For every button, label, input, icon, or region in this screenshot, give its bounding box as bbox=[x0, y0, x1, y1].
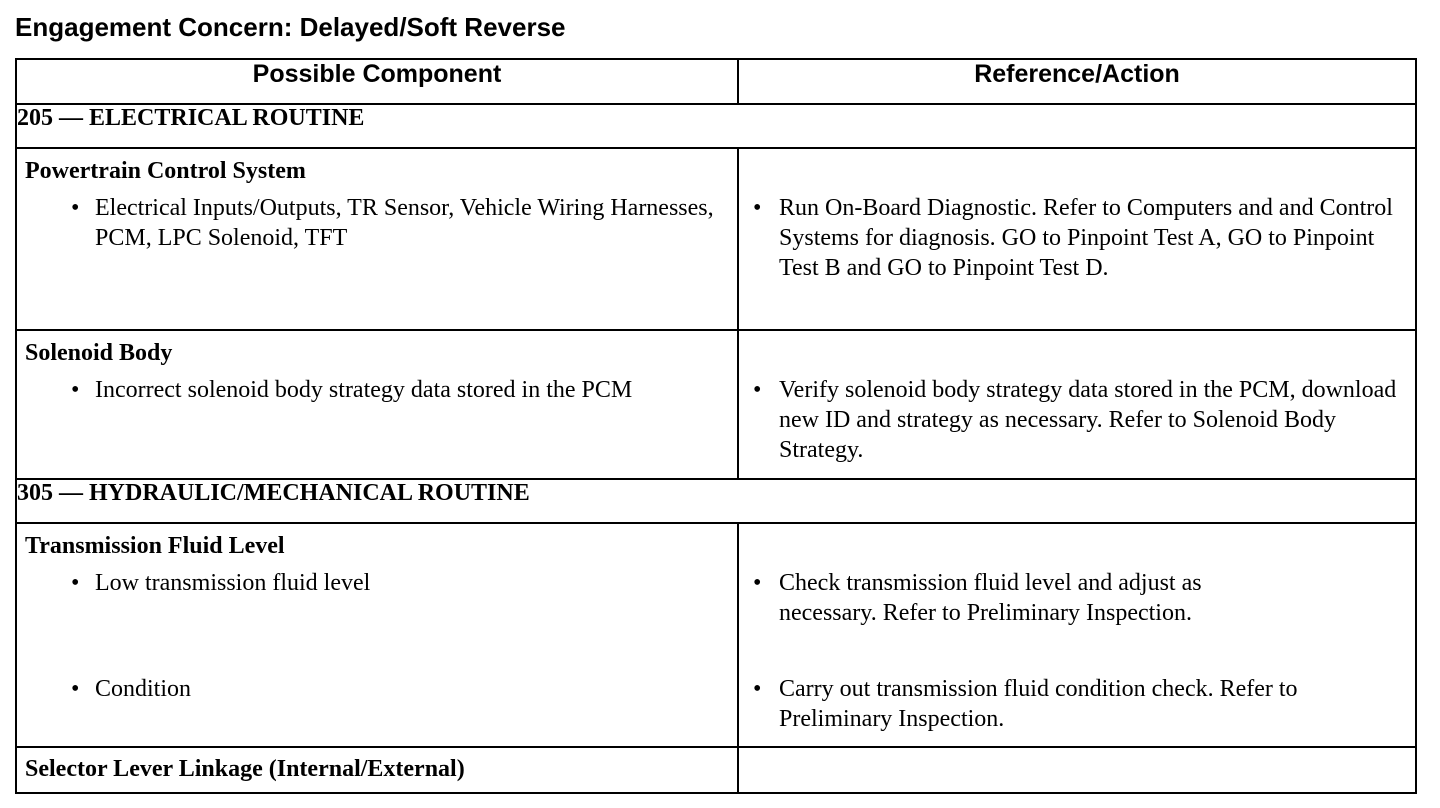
bullet-icon: • bbox=[753, 377, 762, 403]
component-name: Solenoid Body bbox=[25, 340, 173, 366]
component-cell bbox=[16, 148, 738, 330]
action-text: Carry out transmission fluid condition check. Refer to Preliminary Inspection. bbox=[779, 676, 1298, 732]
bullet-icon: • bbox=[753, 570, 762, 596]
routine-row bbox=[16, 479, 1416, 523]
action-cell bbox=[738, 747, 1416, 793]
routine-label: 305 — HYDRAULIC/MECHANICAL ROUTINE bbox=[16, 479, 1416, 523]
component-name: Powertrain Control System bbox=[25, 158, 306, 184]
component-cell bbox=[16, 330, 738, 479]
action-item bbox=[739, 193, 1415, 283]
component-name: Selector Lever Linkage (Internal/External) bbox=[25, 756, 465, 782]
component-row bbox=[16, 148, 1416, 330]
action-text: Verify solenoid body strategy data stored in the PCM, download new ID and strategy as necessary. Refer to Solenoid Body Strategy. bbox=[779, 377, 1397, 463]
cause-text: Condition bbox=[95, 676, 192, 702]
action-cell bbox=[738, 330, 1416, 479]
component-row bbox=[16, 523, 1416, 747]
action-text: Run On-Board Diagnostic. Refer to Computers and and Control Systems for diagnosis. GO to Pinpoint Test A, GO to Pinpoint Test B and GO to Pinpoint Test D. bbox=[779, 195, 1393, 281]
component-row bbox=[16, 747, 1416, 793]
diagnosis-table bbox=[15, 58, 1417, 794]
cause-item bbox=[17, 568, 737, 658]
cause-item bbox=[17, 193, 737, 253]
action-item bbox=[739, 674, 1415, 734]
bullet-icon: • bbox=[753, 195, 762, 221]
bullet-icon: • bbox=[71, 570, 80, 596]
action-cell bbox=[738, 148, 1416, 330]
component-name: Transmission Fluid Level bbox=[25, 533, 285, 559]
action-text: Check transmission fluid level and adjust as necessary. Refer to Preliminary Inspection. bbox=[779, 570, 1202, 626]
routine-label: 205 — ELECTRICAL ROUTINE bbox=[16, 104, 1416, 148]
header-reference-action: Reference/Action bbox=[738, 59, 1416, 104]
header-possible-component: Possible Component bbox=[16, 59, 738, 104]
action-item bbox=[739, 375, 1415, 465]
component-cell bbox=[16, 747, 738, 793]
action-cell bbox=[738, 523, 1416, 747]
bullet-icon: • bbox=[71, 195, 80, 221]
cause-item bbox=[17, 674, 737, 704]
cause-text: Incorrect solenoid body strategy data stored in the PCM bbox=[95, 377, 633, 403]
bullet-icon: • bbox=[71, 676, 80, 702]
component-cell bbox=[16, 523, 738, 747]
cause-text: Electrical Inputs/Outputs, TR Sensor, Vehicle Wiring Harnesses, PCM, LPC Solenoid, TFT bbox=[95, 195, 714, 251]
table-header-row bbox=[16, 59, 1416, 104]
component-row bbox=[16, 330, 1416, 479]
page-title: Engagement Concern: Delayed/Soft Reverse bbox=[15, 12, 566, 42]
cause-text: Low transmission fluid level bbox=[95, 570, 371, 596]
bullet-icon: • bbox=[753, 676, 762, 702]
bullet-icon: • bbox=[71, 377, 80, 403]
action-item bbox=[739, 568, 1415, 658]
routine-row bbox=[16, 104, 1416, 148]
cause-item bbox=[17, 375, 737, 405]
